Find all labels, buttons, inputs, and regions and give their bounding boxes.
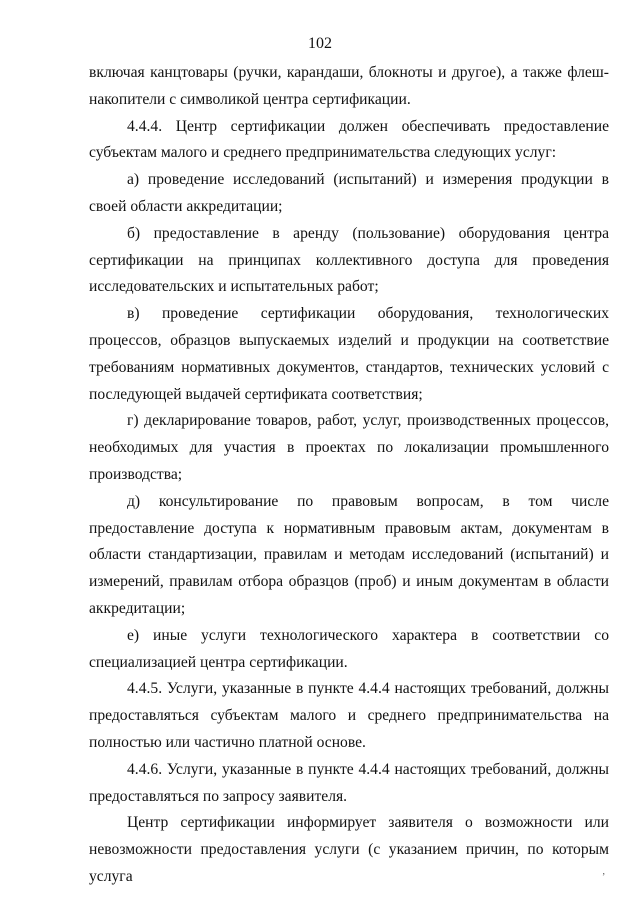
list-item-b: б) предоставление в аренду (пользование) оборудования центра сертификации на принципах коллективного доступа для проведения исследовательских и испытательных работ; — [89, 224, 609, 296]
paragraph-4-4-6: 4.4.6. Услуги, указанные в пункте 4.4.4 настоящих требований, должны предоставляться по запросу заявителя. — [89, 760, 609, 805]
paragraph-informing: Центр сертификации информирует заявителя о возможности или невозможности предоставления услуги (с указанием причин, по которым услуга — [89, 814, 609, 885]
list-item-g: г) декларирование товаров, работ, услуг, производственных процессов, необходимых для участия в проектах по локализации промышленного производства; — [89, 412, 609, 483]
paragraph-4-4-5: 4.4.5. Услуги, указанные в пункте 4.4.4 настоящих требований, должны предоставляться субъектам малого и среднего предпринимательства на полностью или частично платной основе. — [89, 680, 609, 751]
list-item-e: е) иные услуги технологического характера в соответствии со специализацией центра сертификации. — [89, 626, 609, 671]
list-item-a: а) проведение исследований (испытаний) и измерения продукции в своей области аккредитации; — [89, 171, 609, 215]
list-item-d: д) консультирование по правовым вопросам, в том числе предоставление доступа к нормативным правовым актам, документам в области стандартизации, правилам и методам исследований (испытаний) и измерений, правилам отбора образцов (проб) и иным документам в области аккредитации; — [89, 492, 609, 617]
paragraph-continuation: включая канцтовары (ручки, карандаши, блокноты и другое), а также флеш-накопители с символикой центра сертификации. — [89, 64, 609, 108]
list-item-v: в) проведение сертификации оборудования, технологических процессов, образцов выпускаемых изделий и продукции на соответствие требованиям нормативных документов, стандартов, технических условий с последующей выдачей сертификата соответствия; — [89, 305, 609, 403]
document-body — [89, 60, 609, 891]
page-number: 102 — [308, 35, 332, 52]
paragraph-4-4-4: 4.4.4. Центр сертификации должен обеспечивать предоставление субъектам малого и среднего предпринимательства следующих услуг: — [89, 117, 609, 162]
scan-mark: ‚ — [602, 866, 606, 877]
